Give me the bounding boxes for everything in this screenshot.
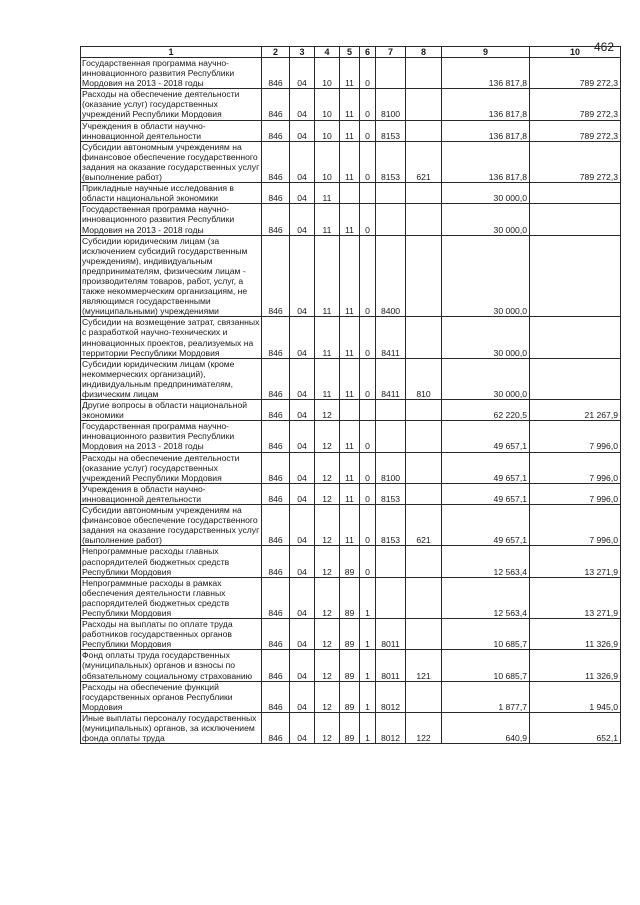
table-row	[81, 650, 621, 681]
row-col-7-cell	[376, 204, 406, 235]
row-col-2-cell: 846	[262, 483, 290, 504]
row-col-10-cell: 789 272,3	[530, 141, 621, 182]
row-col-10-cell: 789 272,3	[530, 120, 621, 141]
table-row	[81, 483, 621, 504]
row-col-8-cell	[406, 619, 442, 650]
row-col-4-cell: 10	[315, 89, 340, 120]
row-col-3-cell: 04	[290, 681, 315, 712]
row-col-10-cell	[530, 358, 621, 399]
row-col-2-cell: 846	[262, 452, 290, 483]
header-col-5: 5	[340, 47, 360, 58]
row-col-4-cell: 11	[315, 358, 340, 399]
row-col-2-cell: 846	[262, 505, 290, 546]
row-col-7-cell	[376, 58, 406, 89]
row-col-8-cell: 621	[406, 505, 442, 546]
row-col-10-cell	[530, 317, 621, 358]
row-col-4-cell: 11	[315, 317, 340, 358]
row-col-4-cell: 12	[315, 505, 340, 546]
row-col-3-cell: 04	[290, 650, 315, 681]
table-row	[81, 89, 621, 120]
table-row	[81, 141, 621, 182]
row-name-cell: Субсидии юридическим лицам (кроме некоммерческих организаций), индивидуальным предпринимателям, физическим лицам	[81, 358, 262, 399]
row-col-5-cell: 11	[340, 421, 360, 452]
table-row	[81, 183, 621, 204]
row-col-4-cell: 12	[315, 452, 340, 483]
row-col-5-cell: 89	[340, 681, 360, 712]
row-col-3-cell: 04	[290, 235, 315, 317]
row-col-8-cell	[406, 546, 442, 577]
row-col-2-cell: 846	[262, 317, 290, 358]
table-row	[81, 712, 621, 743]
row-col-4-cell: 11	[315, 183, 340, 204]
row-col-3-cell: 04	[290, 505, 315, 546]
row-name-cell: Субсидии юридическим лицам (за исключением субсидий государственным учреждениям), индивидуальным предпринимателям, физическим лицам - производителям товаров, работ, услуг, а также некоммерческим организациям, не являющимся государственными (муниципальными) учреждениями	[81, 235, 262, 317]
row-col-4-cell: 11	[315, 235, 340, 317]
row-name-cell: Субсидии на возмещение затрат, связанных с разработкой научно-технических и инновационных проектов, реализуемых на территории Республики Мордовия	[81, 317, 262, 358]
row-col-3-cell: 04	[290, 546, 315, 577]
row-name-cell: Государственная программа научно-инновационного развития Республики Мордовия на 2013 - 2018 годы	[81, 204, 262, 235]
row-col-4-cell: 12	[315, 681, 340, 712]
header-col-4: 4	[315, 47, 340, 58]
header-col-3: 3	[290, 47, 315, 58]
row-col-8-cell	[406, 577, 442, 618]
table-row	[81, 235, 621, 317]
row-col-4-cell: 12	[315, 650, 340, 681]
row-col-9-cell: 30 000,0	[442, 183, 530, 204]
row-col-10-cell: 11 326,9	[530, 619, 621, 650]
table-row	[81, 204, 621, 235]
row-col-9-cell: 640,9	[442, 712, 530, 743]
row-col-10-cell: 789 272,3	[530, 58, 621, 89]
row-col-3-cell: 04	[290, 358, 315, 399]
row-col-7-cell: 8100	[376, 89, 406, 120]
row-col-6-cell: 1	[360, 619, 376, 650]
row-col-7-cell: 8411	[376, 358, 406, 399]
row-col-4-cell: 12	[315, 483, 340, 504]
row-col-10-cell: 1 945,0	[530, 681, 621, 712]
row-col-5-cell: 11	[340, 452, 360, 483]
row-col-8-cell	[406, 89, 442, 120]
row-col-5-cell: 11	[340, 58, 360, 89]
row-col-5-cell: 11	[340, 505, 360, 546]
row-col-5-cell: 11	[340, 235, 360, 317]
row-col-5-cell: 11	[340, 141, 360, 182]
row-col-6-cell: 0	[360, 235, 376, 317]
row-col-2-cell: 846	[262, 712, 290, 743]
row-name-cell: Учреждения в области научно-инновационной деятельности	[81, 483, 262, 504]
header-col-6: 6	[360, 47, 376, 58]
row-col-5-cell	[340, 183, 360, 204]
row-col-5-cell: 11	[340, 358, 360, 399]
header-col-1: 1	[81, 47, 262, 58]
row-col-8-cell	[406, 483, 442, 504]
row-col-8-cell: 621	[406, 141, 442, 182]
table-row	[81, 619, 621, 650]
row-col-9-cell: 10 685,7	[442, 650, 530, 681]
row-col-9-cell: 136 817,8	[442, 58, 530, 89]
row-name-cell: Прикладные научные исследования в области национальной экономики	[81, 183, 262, 204]
row-col-3-cell: 04	[290, 421, 315, 452]
row-col-7-cell	[376, 577, 406, 618]
row-col-7-cell: 8011	[376, 650, 406, 681]
row-name-cell: Расходы на обеспечение деятельности (оказание услуг) государственных учреждений Республики Мордовия	[81, 89, 262, 120]
row-name-cell: Фонд оплаты труда государственных (муниципальных) органов и взносы по обязательному социальному страхованию	[81, 650, 262, 681]
row-col-4-cell: 10	[315, 58, 340, 89]
table-row	[81, 681, 621, 712]
row-col-3-cell: 04	[290, 89, 315, 120]
row-col-8-cell	[406, 681, 442, 712]
row-col-9-cell: 49 657,1	[442, 505, 530, 546]
row-name-cell: Субсидии автономным учреждениям на финансовое обеспечение государственного задания на оказание государственных услуг (выполнение работ)	[81, 505, 262, 546]
row-col-6-cell: 1	[360, 681, 376, 712]
row-col-10-cell: 11 326,9	[530, 650, 621, 681]
row-col-8-cell	[406, 452, 442, 483]
row-col-7-cell: 8411	[376, 317, 406, 358]
row-col-7-cell	[376, 183, 406, 204]
row-col-6-cell: 0	[360, 421, 376, 452]
header-col-7: 7	[376, 47, 406, 58]
row-col-9-cell: 62 220,5	[442, 400, 530, 421]
row-col-4-cell: 10	[315, 141, 340, 182]
row-col-2-cell: 846	[262, 400, 290, 421]
row-col-10-cell: 7 996,0	[530, 505, 621, 546]
row-col-6-cell	[360, 400, 376, 421]
table-row	[81, 58, 621, 89]
row-col-4-cell: 10	[315, 120, 340, 141]
row-col-2-cell: 846	[262, 619, 290, 650]
row-col-7-cell	[376, 421, 406, 452]
row-col-6-cell: 1	[360, 650, 376, 681]
table-row	[81, 577, 621, 618]
table-row	[81, 546, 621, 577]
row-col-2-cell: 846	[262, 681, 290, 712]
row-col-10-cell: 789 272,3	[530, 89, 621, 120]
row-name-cell: Непрограммные расходы в рамках обеспечения деятельности главных распорядителей бюджетных средств Республики Мордовия	[81, 577, 262, 618]
row-name-cell: Учреждения в области научно-инновационной деятельности	[81, 120, 262, 141]
row-col-3-cell: 04	[290, 58, 315, 89]
budget-table	[80, 46, 621, 744]
row-col-7-cell	[376, 400, 406, 421]
row-col-2-cell: 846	[262, 235, 290, 317]
row-col-6-cell: 0	[360, 141, 376, 182]
row-col-5-cell: 11	[340, 89, 360, 120]
row-col-6-cell: 0	[360, 58, 376, 89]
row-col-8-cell	[406, 204, 442, 235]
row-col-6-cell: 0	[360, 505, 376, 546]
row-name-cell: Государственная программа научно-инновационного развития Республики Мордовия на 2013 - 2018 годы	[81, 58, 262, 89]
row-col-2-cell: 846	[262, 141, 290, 182]
row-col-2-cell: 846	[262, 358, 290, 399]
row-col-7-cell: 8012	[376, 681, 406, 712]
table-row	[81, 400, 621, 421]
row-col-7-cell: 8153	[376, 120, 406, 141]
row-name-cell: Непрограммные расходы главных распорядителей бюджетных средств Республики Мордовия	[81, 546, 262, 577]
row-col-9-cell: 49 657,1	[442, 421, 530, 452]
row-col-9-cell: 49 657,1	[442, 483, 530, 504]
row-name-cell: Государственная программа научно-инновационного развития Республики Мордовия на 2013 - 2018 годы	[81, 421, 262, 452]
row-col-7-cell: 8153	[376, 505, 406, 546]
budget-table-sheet	[80, 46, 620, 744]
row-col-3-cell: 04	[290, 619, 315, 650]
row-name-cell: Расходы на выплаты по оплате труда работников государственных органов Республики Мордовия	[81, 619, 262, 650]
row-col-8-cell	[406, 58, 442, 89]
row-name-cell: Субсидии автономным учреждениям на финансовое обеспечение государственного задания на оказание государственных услуг (выполнение работ)	[81, 141, 262, 182]
row-col-5-cell: 89	[340, 546, 360, 577]
row-col-2-cell: 846	[262, 183, 290, 204]
row-col-9-cell: 12 563,4	[442, 577, 530, 618]
row-col-6-cell: 0	[360, 483, 376, 504]
row-col-9-cell: 30 000,0	[442, 358, 530, 399]
row-name-cell: Иные выплаты персоналу государственных (муниципальных) органов, за исключением фонда оплаты труда	[81, 712, 262, 743]
row-col-8-cell	[406, 235, 442, 317]
header-col-9: 9	[442, 47, 530, 58]
row-col-6-cell: 0	[360, 546, 376, 577]
row-col-3-cell: 04	[290, 483, 315, 504]
row-col-3-cell: 04	[290, 317, 315, 358]
row-col-8-cell	[406, 120, 442, 141]
row-col-2-cell: 846	[262, 89, 290, 120]
row-col-8-cell	[406, 183, 442, 204]
row-col-7-cell: 8011	[376, 619, 406, 650]
row-col-5-cell	[340, 400, 360, 421]
row-col-7-cell: 8153	[376, 141, 406, 182]
row-name-cell: Расходы на обеспечение функций государственных органов Республики Мордовия	[81, 681, 262, 712]
row-col-4-cell: 12	[315, 619, 340, 650]
row-col-7-cell: 8400	[376, 235, 406, 317]
row-col-5-cell: 11	[340, 483, 360, 504]
row-col-7-cell	[376, 546, 406, 577]
row-col-3-cell: 04	[290, 204, 315, 235]
row-col-3-cell: 04	[290, 452, 315, 483]
page-number: 462	[594, 40, 615, 54]
row-col-4-cell: 12	[315, 400, 340, 421]
row-col-4-cell: 12	[315, 421, 340, 452]
row-col-3-cell: 04	[290, 577, 315, 618]
row-col-10-cell	[530, 235, 621, 317]
row-col-9-cell: 30 000,0	[442, 317, 530, 358]
row-col-2-cell: 846	[262, 120, 290, 141]
row-col-7-cell: 8012	[376, 712, 406, 743]
row-col-8-cell: 122	[406, 712, 442, 743]
table-row	[81, 505, 621, 546]
row-col-10-cell: 21 267,9	[530, 400, 621, 421]
table-header-row	[81, 47, 621, 58]
row-col-2-cell: 846	[262, 58, 290, 89]
row-col-10-cell	[530, 204, 621, 235]
row-col-5-cell: 89	[340, 577, 360, 618]
row-col-4-cell: 12	[315, 712, 340, 743]
row-col-6-cell: 0	[360, 358, 376, 399]
row-col-3-cell: 04	[290, 183, 315, 204]
row-col-2-cell: 846	[262, 577, 290, 618]
row-col-5-cell: 89	[340, 619, 360, 650]
row-col-2-cell: 846	[262, 421, 290, 452]
row-col-10-cell: 13 271,9	[530, 546, 621, 577]
row-col-3-cell: 04	[290, 400, 315, 421]
row-col-5-cell: 11	[340, 204, 360, 235]
row-col-6-cell: 0	[360, 317, 376, 358]
row-col-10-cell: 7 996,0	[530, 452, 621, 483]
row-col-4-cell: 12	[315, 546, 340, 577]
row-col-5-cell: 11	[340, 317, 360, 358]
row-col-6-cell: 0	[360, 89, 376, 120]
row-col-2-cell: 846	[262, 546, 290, 577]
row-col-8-cell: 121	[406, 650, 442, 681]
row-col-5-cell: 89	[340, 712, 360, 743]
row-col-9-cell: 12 563,4	[442, 546, 530, 577]
row-col-5-cell: 11	[340, 120, 360, 141]
row-col-9-cell: 30 000,0	[442, 235, 530, 317]
row-col-9-cell: 136 817,8	[442, 89, 530, 120]
row-col-10-cell: 652,1	[530, 712, 621, 743]
row-col-8-cell	[406, 421, 442, 452]
header-col-8: 8	[406, 47, 442, 58]
row-col-9-cell: 49 657,1	[442, 452, 530, 483]
row-col-9-cell: 10 685,7	[442, 619, 530, 650]
row-col-6-cell	[360, 183, 376, 204]
row-col-9-cell: 1 877,7	[442, 681, 530, 712]
row-col-8-cell	[406, 317, 442, 358]
row-col-10-cell	[530, 183, 621, 204]
row-col-7-cell: 8100	[376, 452, 406, 483]
row-col-3-cell: 04	[290, 712, 315, 743]
row-name-cell: Другие вопросы в области национальной экономики	[81, 400, 262, 421]
row-name-cell: Расходы на обеспечение деятельности (оказание услуг) государственных учреждений Республики Мордовия	[81, 452, 262, 483]
row-col-10-cell: 7 996,0	[530, 483, 621, 504]
row-col-8-cell: 810	[406, 358, 442, 399]
row-col-6-cell: 1	[360, 712, 376, 743]
row-col-8-cell	[406, 400, 442, 421]
row-col-10-cell: 13 271,9	[530, 577, 621, 618]
row-col-9-cell: 136 817,8	[442, 120, 530, 141]
row-col-5-cell: 89	[340, 650, 360, 681]
row-col-7-cell: 8153	[376, 483, 406, 504]
row-col-4-cell: 11	[315, 204, 340, 235]
header-col-2: 2	[262, 47, 290, 58]
row-col-3-cell: 04	[290, 141, 315, 182]
row-col-6-cell: 0	[360, 120, 376, 141]
table-row	[81, 358, 621, 399]
row-col-9-cell: 30 000,0	[442, 204, 530, 235]
row-col-6-cell: 1	[360, 577, 376, 618]
table-row	[81, 452, 621, 483]
row-col-3-cell: 04	[290, 120, 315, 141]
row-col-4-cell: 12	[315, 577, 340, 618]
table-row	[81, 421, 621, 452]
table-row	[81, 120, 621, 141]
table-body	[81, 58, 621, 744]
row-col-9-cell: 136 817,8	[442, 141, 530, 182]
row-col-6-cell: 0	[360, 452, 376, 483]
header-col-10: 10	[530, 47, 621, 58]
row-col-2-cell: 846	[262, 204, 290, 235]
row-col-10-cell: 7 996,0	[530, 421, 621, 452]
table-row	[81, 317, 621, 358]
row-col-6-cell: 0	[360, 204, 376, 235]
row-col-2-cell: 846	[262, 650, 290, 681]
